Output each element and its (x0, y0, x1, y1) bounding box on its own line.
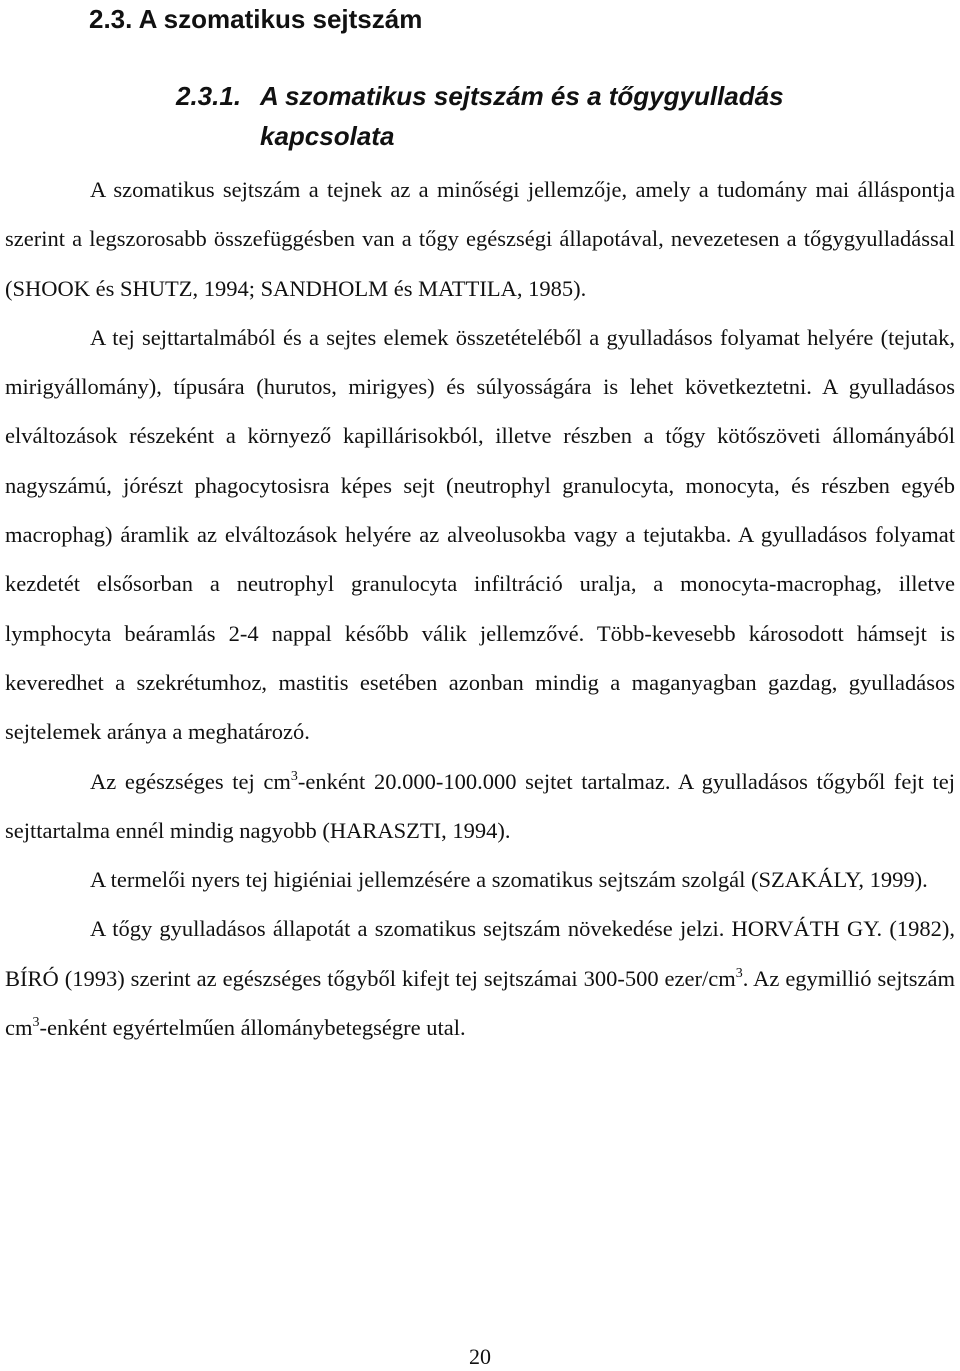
paragraph-3 (5, 757, 955, 856)
subsection-title-line2: kapcsolata (260, 121, 395, 151)
page-number: 20 (469, 1344, 491, 1369)
subsection-heading (176, 76, 896, 156)
superscript-3: 3 (735, 965, 743, 981)
superscript-3: 3 (290, 768, 298, 784)
paragraph-5 (5, 904, 955, 1052)
paragraph-5-text-start: A tőgy gyulladásos állapotát a szomatikus sejtszám növekedése jelzi. HORVÁTH GY. (1982), BÍRÓ (1993) szerint az egészséges tőgyből kifejt tej sejtszámai 300-500 ezer/cm (5, 916, 955, 991)
paragraph-5-text-end: -enként egyértelműen állománybetegségre utal. (39, 1015, 466, 1041)
paragraph-2: A tej sejttartalmából és a sejtes elemek összetételéből a gyulladásos folyamat helyére (tejutak, mirigyállomány), típusára (hurutos, mirigyes) és súlyosságára is lehet következtetni. A gyulladásos elváltozások részeként a környező kapillárisokból, illetve részben a tőgy kötőszöveti állományából nagyszámú, jórészt phagocytosisra képes sejt (neutrophyl granulocyta, monocyta, és részben egyéb macrophag) áramlik az elváltozások helyére az alveolusokba vagy a tejutakba. A gyulladásos folyamat kezdetét elsősorban a neutrophyl granulocyta infiltráció uralja, a monocyta-macrophag, illetve lymphocyta beáramlás 2-4 nappal később válik jellemzővé. Több-kevesebb károsodott hámsejt is keveredhet a szekrétumhoz, mastitis esetében azonban mindig a maganyagban gazdag, gyulladásos sejtelemek aránya a meghatározó. (5, 324, 955, 745)
paragraph-4: A termelői nyers tej higiéniai jellemzésére a szomatikus sejtszám szolgál (SZAKÁLY, 1999). (90, 867, 928, 893)
subsection-title-line1: A szomatikus sejtszám és a tőgygyulladás (260, 81, 784, 111)
paragraph-5-text-middle: . Az egymillió sejtszám cm (5, 965, 956, 1041)
body-text (5, 165, 955, 1052)
superscript-3: 3 (32, 1015, 40, 1031)
section-heading (89, 2, 422, 36)
paragraph-1: A szomatikus sejtszám a tejnek az a minőségi jellemzője, amely a tudomány mai álláspontja szerint a legszorosabb összefüggésben van a tőgy egészségi állapotával, nevezetesen a tőgygyulladással (SHOOK és SHUTZ, 1994; SANDHOLM és MATTILA, 1985). (5, 177, 955, 301)
section-number: 2.3. (89, 4, 133, 34)
subsection-number: 2.3.1. (176, 81, 242, 111)
paragraph-3-text-end: -enként 20.000-100.000 sejtet tartalmaz. A gyulladásos tőgyből fejt tej sejttartalma ennél mindig nagyobb (HARASZTI, 1994). (5, 768, 955, 843)
paragraph-3-text-start: Az egészséges tej cm (90, 768, 291, 794)
section-title: A szomatikus sejtszám (138, 4, 423, 34)
